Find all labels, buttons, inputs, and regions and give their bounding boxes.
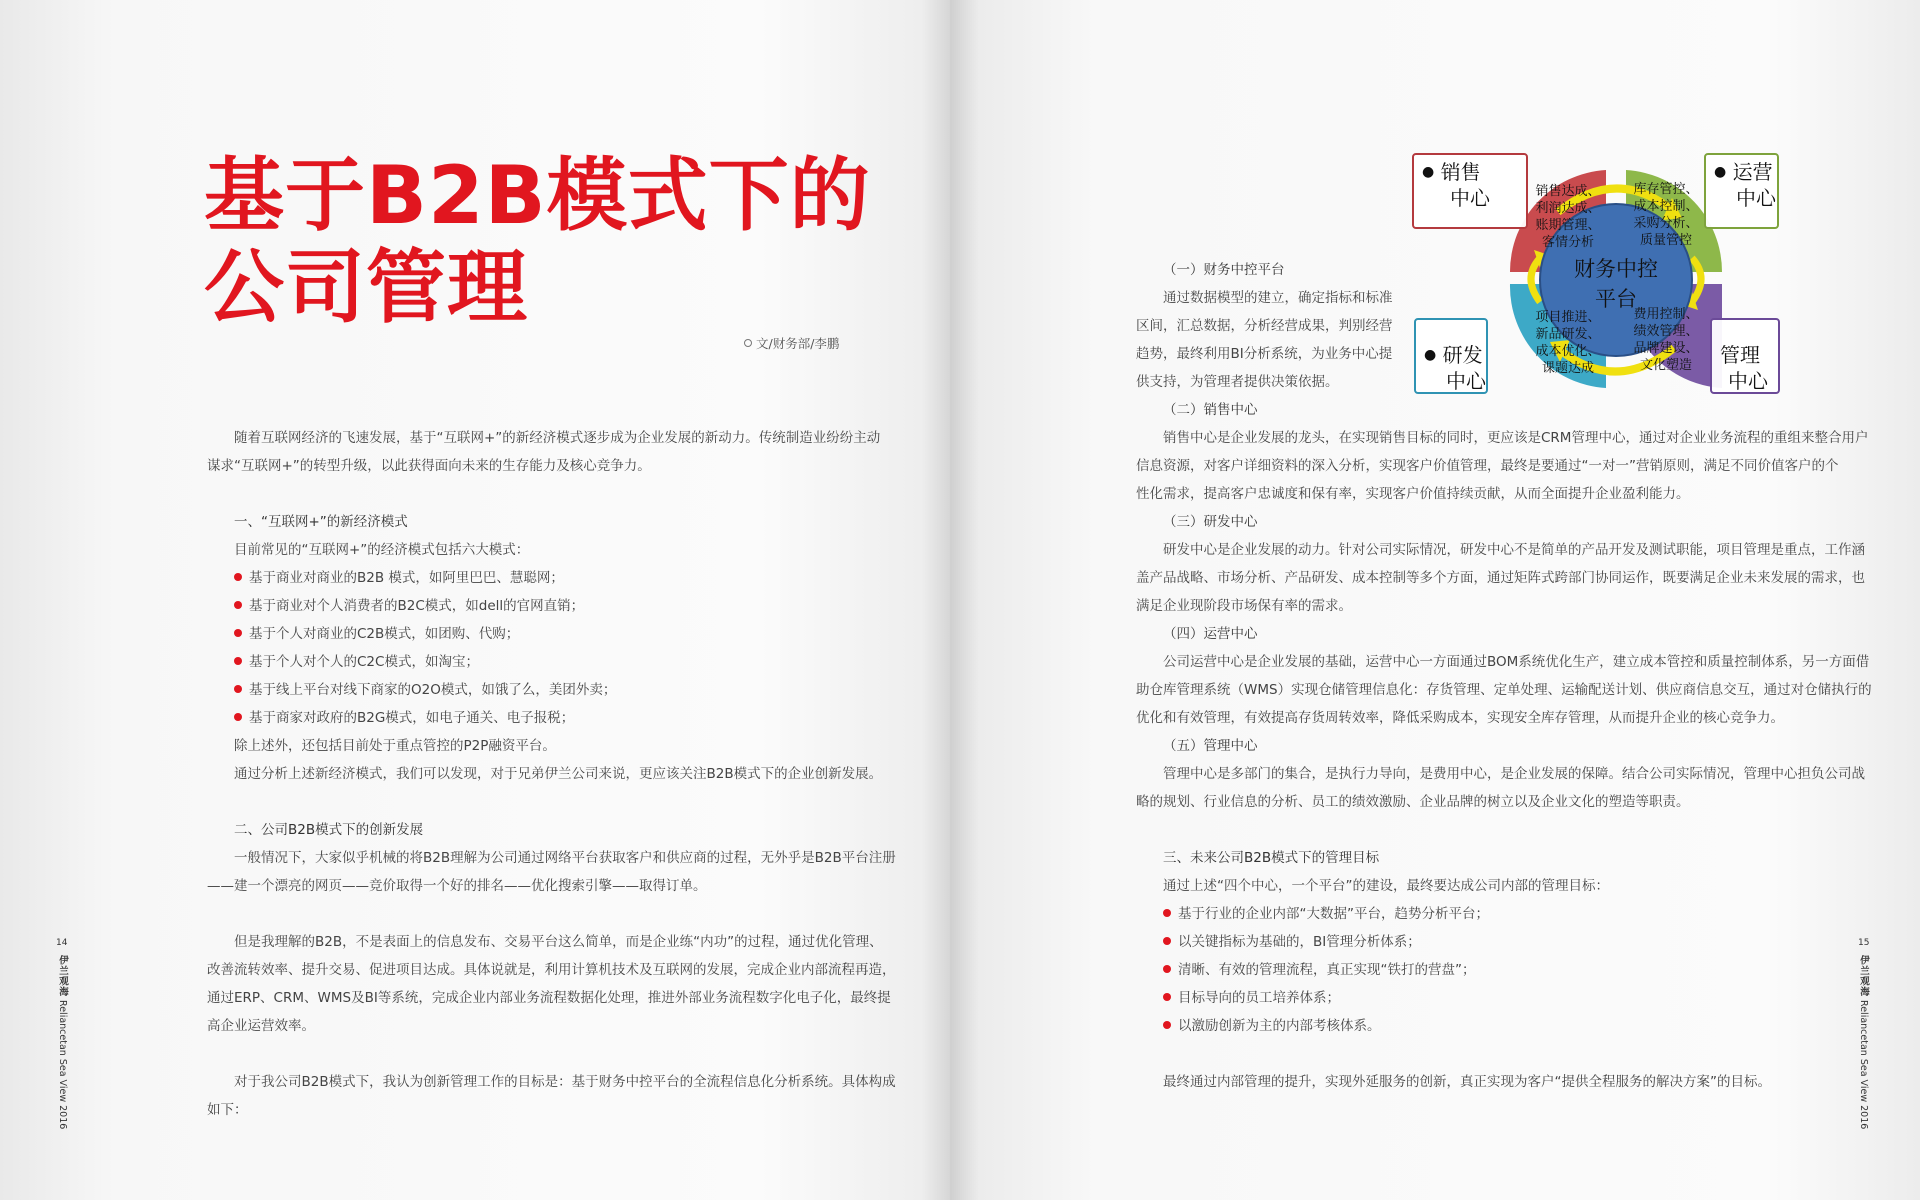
right-page [950,0,1920,1200]
s4-text-line: 优化和有效管理，有效提高存货周转效率，降低采购成本，实现安全库存管理，从而提升企业的核心竞争力。 [1136,710,1784,726]
s1-text-line: 通过数据模型的建立，确定指标和标准 [1163,290,1393,306]
diagram-box-rd-label: 中心 [1446,369,1486,393]
section2-p2-line: 通过ERP、CRM、WMS及BI等系统，完成企业内部业务流程数据化处理，推进外部业务流程数字化电子化，最终提 [207,990,891,1006]
diagram-item: 成本优化、 [1535,344,1601,359]
diagram-item: 销售达成、 [1535,184,1601,199]
byline-text: 文/财务部/李鹏 [756,336,840,351]
s5-text-line: 略的规划、行业信息的分析、员工的绩效激励、企业品牌的树立以及企业文化的塑造等职责。 [1136,794,1690,810]
diagram-item: 采购分析、 [1633,216,1699,231]
s5-heading: （五）管理中心 [1163,738,1258,754]
intro-line-2: 谋求“互联网+”的转型升级，以此获得面向未来的生存能力及核心竞争力。 [207,458,651,474]
section1-bullet: 基于个人对个人的C2C模式，如淘宝； [234,650,479,670]
diagram-center-label: 平台 [1595,287,1637,311]
section1-bullet: 基于个人对商业的C2B模式，如团购、代购； [234,622,519,642]
s1-text-line: 趋势，最终利用BI分析系统，为业务中心提 [1136,346,1393,362]
running-footer-en: Reliancetan Sea View 2016 [57,1000,68,1130]
diagram-item: 绩效管理、 [1633,324,1699,339]
s1-text-line: 区间，汇总数据，分析经营成果，判别经营 [1136,318,1393,334]
s6-bullet: 目标导向的员工培养体系； [1163,986,1340,1006]
s6-bullet: 以激励创新为主的内部考核体系。 [1163,1014,1381,1034]
diagram-box-mgmt [1710,318,1780,394]
s2-text-line: 信息资源，对客户详细资料的深入分析，实现客户价值管理，最终是要通过“一对一”营销原则，满足不同价值客户的个 [1136,458,1839,474]
running-footer-cn: 伊兰观海 [1858,955,1869,997]
diagram-box-mgmt-label: 管理 [1720,343,1760,367]
diagram-item: 账期管理、 [1535,218,1601,233]
section1-tail-2: 通过分析上述新经济模式，我们可以发现，对于兄弟伊兰公司来说，更应该关注B2B模式下的企业创新发展。 [234,766,883,782]
s3-text-line: 满足企业现阶段市场保有率的需求。 [1136,598,1352,614]
s2-heading: （二）销售中心 [1163,402,1258,418]
s3-text-line: 研发中心是企业发展的动力。针对公司实际情况，研发中心不是简单的产品开发及测试职能，项目管理是重点，工作涵 [1163,542,1865,558]
section2-p3-line: 对于我公司B2B模式下，我认为创新管理工作的目标是：基于财务中控平台的全流程信息化分析系统。具体构成 [234,1074,896,1090]
section1-heading: 一、“互联网+”的新经济模式 [234,514,408,530]
section2-p2-line: 但是我理解的B2B，不是表面上的信息发布、交易平台这么简单，而是企业练“内功”的过程，通过优化管理、 [234,934,883,950]
s4-text-line: 助仓库管理系统（WMS）实现仓储管理信息化：存货管理、定单处理、运输配送计划、供应商信息交互，通过对仓储执行的 [1136,682,1872,698]
section2-p1-line: ——建一个漂亮的网页——竞价取得一个好的排名——优化搜索引擎——取得订单。 [207,878,707,894]
s4-text-line: 公司运营中心是企业发展的基础，运营中心一方面通过BOM系统优化生产，建立成本管控和质量控制体系，另一方面借 [1163,654,1870,670]
left-page [0,0,950,1200]
diagram-box-rd: ● 研发 中心 [1414,318,1488,394]
diagram-item: 文化塑造 [1639,358,1693,373]
section1-tail-1: 除上述外，还包括目前处于重点管控的P2P融资平台。 [234,738,556,754]
diagram-item: 品牌建设、 [1633,341,1699,356]
diagram-item: 客情分析 [1541,235,1595,250]
diagram-item: 费用控制、 [1633,307,1699,322]
running-footer [1856,955,1870,1129]
page-number: 15 [1858,938,1870,948]
diagram-item: 课题达成 [1541,361,1595,376]
diagram-item: 项目推进、 [1535,310,1601,325]
section2-heading: 二、公司B2B模式下的创新发展 [234,822,424,838]
diagram-item: 新品研发、 [1535,327,1601,342]
section1-bullet: 基于商家对政府的B2G模式，如电子通关、电子报税； [234,706,574,726]
diagram-box-sales: ● 销售 中心 [1412,153,1528,229]
byline-circle-icon [744,339,752,347]
diagram-box-ops: ● 运营 中心 [1704,153,1779,229]
s6-bullet: 以关键指标为基础的，BI管理分析体系； [1163,930,1421,950]
section1-bullet: 基于商业对商业的B2B 模式，如阿里巴巴、慧聪网； [234,566,564,586]
section1-bullet: 基于线上平台对线下商家的O2O模式，如饿了么，美团外卖； [234,678,616,698]
s2-text-line: 销售中心是企业发展的龙头，在实现销售目标的同时，更应该是CRM管理中心，通过对企业业务流程的重组来整合用户 [1163,430,1869,446]
byline [744,334,839,352]
diagram-item: 库存管控、 [1633,182,1699,197]
s5-text-line: 管理中心是多部门的集合，是执行力导向，是费用中心，是企业发展的保障。结合公司实际情况，管理中心担负公司战 [1163,766,1865,782]
s6-lead: 通过上述“四个中心，一个平台”的建设，最终要达成公司内部的管理目标： [1163,878,1609,894]
s6-bullet: 清晰、有效的管理流程，真正实现“铁打的营盘”； [1163,958,1476,978]
s3-heading: （三）研发中心 [1163,514,1258,530]
section2-p2-line: 改善流转效率、提升交易、促进项目达成。具体说就是，利用计算机技术及互联网的发展，完成企业内部流程再造， [207,962,896,978]
s2-text-line: 性化需求，提高客户忠诚度和保有率，实现客户价值持续贡献，从而全面提升企业盈利能力。 [1136,486,1690,502]
section1-lead: 目前常见的“互联网+”的经济模式包括六大模式： [234,542,530,558]
s6-bullet: 基于行业的企业内部“大数据”平台，趋势分析平台； [1163,902,1489,922]
diagram-box-ops-label: 中心 [1736,186,1776,210]
section2-p1-line: 一般情况下，大家似乎机械的将B2B理解为公司通过网络平台获取客户和供应商的过程，无外乎是B2B平台注册 [234,850,896,866]
s1-heading: （一）财务中控平台 [1163,262,1285,278]
diagram-item: 质量管控 [1639,233,1693,248]
page-number: 14 [56,938,68,948]
section2-p3-line: 如下： [207,1102,248,1118]
s1-text-line: 供支持，为管理者提供决策依据。 [1136,374,1339,390]
section1-bullet: 基于商业对个人消费者的B2C模式，如dell的官网直销； [234,594,584,614]
diagram-box-sales-label: 中心 [1450,186,1490,210]
title-line-1: 基于B2B模式下的 [204,149,871,242]
diagram-box-sales-label: 销售 [1440,160,1481,184]
s3-text-line: 盖产品战略、市场分析、产品研发、成本控制等多个方面，通过矩阵式跨部门协同运作，既要满足企业未来发展的需求，也 [1136,570,1865,586]
title-line-2: 公司管理 [204,241,528,334]
running-footer [55,955,69,1129]
diagram-item: 成本控制、 [1633,199,1699,214]
section2-p2-line: 高企业运营效率。 [207,1018,315,1034]
article-title [204,150,871,334]
diagram-box-rd-label: 研发 [1442,343,1483,367]
diagram-center-label: 财务中控 [1574,257,1658,281]
diagram-item: 利润达成、 [1535,201,1601,216]
closing-line: 最终通过内部管理的提升，实现外延服务的创新，真正实现为客户“提供全程服务的解决方案”的目标。 [1163,1074,1771,1090]
running-footer-en: Reliancetan Sea View 2016 [1858,1000,1869,1130]
s4-heading: （四）运营中心 [1163,626,1258,642]
s6-heading: 三、未来公司B2B模式下的管理目标 [1163,850,1380,866]
diagram-box-mgmt-label: 中心 [1728,369,1768,393]
intro-line-1: 随着互联网经济的飞速发展，基于“互联网+”的新经济模式逐步成为企业发展的新动力。传统制造业纷纷主动 [234,430,881,446]
running-footer-cn: 伊兰观海 [57,955,68,997]
diagram-box-ops-label: 运营 [1732,160,1773,184]
